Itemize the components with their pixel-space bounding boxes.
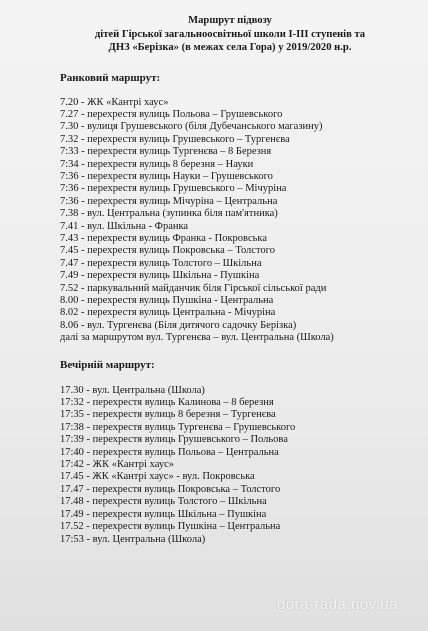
morning-route-list <box>60 97 400 345</box>
route-stop: 8.06 - вул. Тургенєва (Біля дитячого садочку Берізка) <box>60 319 297 331</box>
route-stop: 7.45 - перехрестя вулиць Покровська – Толстого <box>60 245 275 257</box>
route-stop: 8.02 - перехрестя вулиць Центральна - Мічуріна <box>60 307 276 319</box>
route-stop: 7.20 - ЖК «Кантрі хаус» <box>60 96 169 108</box>
evening-route-heading: Вечірній маршрут: <box>60 358 155 371</box>
route-stop: 17:42 - ЖК «Кантрі хаус» <box>60 459 175 471</box>
route-stop: 17:53 - вул. Центральна (Школа) <box>60 533 206 545</box>
route-stop: 8.00 - перехрестя вулиць Пушкіна - Центральна <box>60 295 274 306</box>
site-watermark: gora-rada.gov.ua <box>276 596 398 613</box>
route-stop: 17.52 - перехрестя вулиць Пушкіна – Центральна <box>60 521 281 533</box>
evening-route-list <box>60 385 400 546</box>
title-line: Маршрут підвозу <box>188 15 272 26</box>
route-stop: 7.27 - перехрестя вулиць Польова – Грушевського <box>60 108 283 120</box>
route-stop: 7.41 - вул. Шкільна - Франка <box>60 220 189 232</box>
route-stop: 7.49 - перехрестя вулиць Шкільна - Пушкіна <box>60 270 260 282</box>
title-line: ДНЗ «Берізка» (в межах села Гора) у 2019/2020 н.р. <box>108 42 352 53</box>
route-stop: 17:38 - перехрестя вулиць Тургенєва – Грушевського <box>60 421 296 433</box>
route-stop: 17.47 - перехрестя вулиць Покровська – Толстого <box>60 483 281 495</box>
route-stop: 7:36 - перехрестя вулиць Грушевського – Мічуріна <box>60 183 287 195</box>
route-stop: 17.30 - вул. Центральна (Школа) <box>60 384 205 396</box>
route-stop: 7.47 - перехрестя вулиць Толстого – Шкільна <box>60 257 262 269</box>
route-stop: 7.30 - вулиця Грушевського (біля Дубечанського магазину) <box>60 121 323 133</box>
route-stop: 7.43 - перехрестя вулиць Франка - Покровська <box>60 232 267 244</box>
route-stop: далі за маршрутом вул. Тургенєва – вул. Центральна (Школа) <box>60 332 334 344</box>
route-stop: 17:35 - перехрестя вулиць 8 березня – Тургенєва <box>60 409 276 421</box>
morning-route-heading: Ранковий маршрут: <box>60 71 161 84</box>
route-stop: 17:39 - перехрестя вулиць Грушевського – Польова <box>60 434 288 446</box>
route-stop: 7:33 - перехрестя вулиць Тургенєва – 8 Березня <box>60 146 272 158</box>
title-line: дітей Гірської загальноосвітньої школи І-ІІІ ступенів та <box>94 28 366 40</box>
route-stop: 7.38 - вул. Центральна (зупинка біля пам'ятника) <box>60 208 278 220</box>
route-stop: 17.48 - перехрестя вулиць Толстого – Шкільна <box>60 496 267 508</box>
route-stop: 17:40 - перехрестя вулиць Польова – Центральна <box>60 446 279 458</box>
route-stop: 7:36 - перехрестя вулиць Науки – Грушевського <box>60 170 273 182</box>
route-stop: 17:32 - перехрестя вулиць Калинова – 8 березня <box>60 397 274 409</box>
document-title <box>52 14 408 55</box>
route-stop: 7.32 - перехрестя вулиць Грушевського – Тургенєва <box>60 133 290 145</box>
route-stop: 17.45 - ЖК «Кантрі хаус» - вул. Покровська <box>60 471 255 483</box>
route-stop: 17.49 - перехрестя вулиць Шкільна – Пушкіна <box>60 508 267 520</box>
route-stop: 7.52 - паркувальний майданчик біля Гірської сільської ради <box>60 282 327 294</box>
route-stop: 7:34 - перехрестя вулиць 8 березня – Науки <box>60 158 254 170</box>
route-stop: 7:36 - перехрестя вулиць Мічуріна – Центральна <box>60 195 278 207</box>
